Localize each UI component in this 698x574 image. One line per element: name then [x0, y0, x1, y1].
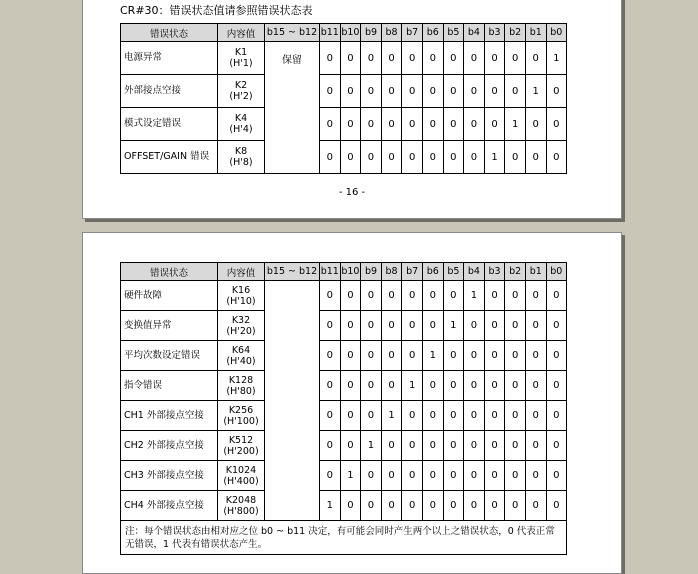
bit-cell: 0	[361, 491, 382, 521]
column-header: b15 ~ b12	[265, 263, 320, 281]
column-header: 错误状态	[121, 263, 218, 281]
bit-cell: 0	[402, 75, 423, 108]
error-name-cell: 模式设定错误	[121, 108, 218, 141]
column-header: b10	[340, 263, 361, 281]
table-row	[121, 42, 567, 75]
hex-value: (H'200)	[223, 445, 259, 457]
content-value-cell	[218, 491, 265, 521]
column-header: b0	[546, 24, 567, 42]
bit-cell: 0	[484, 491, 505, 521]
bit-cell: 0	[443, 491, 464, 521]
bit-cell: 1	[402, 371, 423, 401]
hex-value: (H'800)	[223, 505, 259, 517]
column-header: b5	[443, 24, 464, 42]
error-name-cell: 平均次数设定错误	[121, 341, 218, 371]
table-row	[121, 281, 567, 311]
bit-cell: 0	[443, 461, 464, 491]
k-value: K8	[234, 146, 248, 157]
bit-cell: 0	[505, 42, 526, 75]
bit-cell: 0	[340, 491, 361, 521]
column-header: b8	[381, 263, 402, 281]
table-row	[121, 141, 567, 174]
column-header: b6	[422, 263, 443, 281]
hex-value: (H'2)	[229, 91, 253, 102]
error-name-cell: 指令错误	[121, 371, 218, 401]
error-name-cell: 硬件故障	[121, 281, 218, 311]
bit-cell: 0	[546, 491, 567, 521]
bit-cell: 0	[525, 341, 546, 371]
table-row	[121, 401, 567, 431]
table-header-row	[121, 24, 567, 42]
column-header: b9	[361, 263, 382, 281]
bit-cell: 0	[381, 311, 402, 341]
content-value-cell	[218, 141, 265, 174]
bit-cell: 0	[340, 108, 361, 141]
bit-cell: 0	[340, 371, 361, 401]
bit-cell: 0	[340, 401, 361, 431]
document-page-17	[82, 232, 622, 574]
bit-cell: 0	[402, 401, 423, 431]
content-value-cell	[218, 341, 265, 371]
column-header: b6	[422, 24, 443, 42]
column-header: b0	[546, 263, 567, 281]
bit-cell: 0	[443, 281, 464, 311]
content-value-cell	[218, 108, 265, 141]
bit-cell: 0	[361, 108, 382, 141]
bit-cell: 0	[361, 341, 382, 371]
column-header: b7	[402, 263, 423, 281]
bit-cell: 0	[546, 341, 567, 371]
bit-cell: 0	[320, 371, 341, 401]
k-value: K64	[231, 344, 251, 356]
bit-cell: 0	[546, 311, 567, 341]
bit-cell: 0	[422, 401, 443, 431]
bit-cell: 0	[484, 281, 505, 311]
error-status-table-2	[120, 262, 567, 555]
table-row	[121, 491, 567, 521]
column-header: b3	[484, 263, 505, 281]
bit-cell: 0	[505, 401, 526, 431]
bit-cell: 0	[381, 341, 402, 371]
bit-cell: 0	[464, 141, 485, 174]
bit-cell: 0	[381, 281, 402, 311]
bit-cell: 0	[381, 141, 402, 174]
bit-cell: 0	[381, 75, 402, 108]
hex-value: (H'20)	[226, 325, 256, 337]
document-page-16	[82, 0, 622, 219]
bit-cell: 0	[464, 461, 485, 491]
bit-cell: 0	[422, 42, 443, 75]
error-name-cell: OFFSET/GAIN 错误	[121, 141, 218, 174]
bit-cell: 0	[464, 431, 485, 461]
k-value: K4	[234, 113, 248, 124]
bit-cell: 0	[422, 75, 443, 108]
bit-cell: 0	[443, 141, 464, 174]
content-value-cell	[218, 281, 265, 311]
bit-cell: 0	[320, 141, 341, 174]
content-value-cell	[218, 431, 265, 461]
bit-cell: 0	[525, 311, 546, 341]
error-name-cell: CH1 外部接点空接	[121, 401, 218, 431]
bit-cell: 0	[525, 108, 546, 141]
error-name-cell: CH4 外部接点空接	[121, 491, 218, 521]
bit-cell: 0	[381, 108, 402, 141]
bit-cell: 1	[320, 491, 341, 521]
bit-cell: 0	[484, 341, 505, 371]
bit-cell: 0	[422, 141, 443, 174]
bit-cell: 0	[525, 141, 546, 174]
table-note: 注：每个错误状态由相对应之位 b0 ~ b11 决定，有可能会同时产生两个以上之错误状态，0 代表正常无错误，1 代表有错误状态产生。	[121, 521, 567, 555]
bit-cell: 0	[320, 281, 341, 311]
bit-cell: 0	[381, 42, 402, 75]
cr30-heading: CR#30：错误状态值请参照错误状态表	[120, 4, 313, 17]
bit-cell: 1	[464, 281, 485, 311]
bit-cell: 0	[546, 461, 567, 491]
bit-cell: 0	[443, 341, 464, 371]
column-header: b4	[464, 24, 485, 42]
bit-cell: 0	[361, 371, 382, 401]
bit-cell: 0	[361, 401, 382, 431]
reserved-cell	[265, 281, 320, 521]
bit-cell: 0	[546, 141, 567, 174]
table-row	[121, 341, 567, 371]
column-header: b5	[443, 263, 464, 281]
k-value: K16	[231, 284, 251, 296]
bit-cell: 0	[546, 371, 567, 401]
hex-value: (H'400)	[223, 475, 259, 487]
bit-cell: 0	[505, 341, 526, 371]
bit-cell: 0	[525, 461, 546, 491]
bit-cell: 0	[320, 108, 341, 141]
bit-cell: 1	[546, 42, 567, 75]
column-header: 内容值	[218, 24, 265, 42]
bit-cell: 0	[484, 431, 505, 461]
bit-cell: 0	[546, 108, 567, 141]
bit-cell: 0	[361, 42, 382, 75]
column-header: b1	[525, 263, 546, 281]
bit-cell: 0	[320, 401, 341, 431]
bit-cell: 0	[361, 461, 382, 491]
bit-cell: 0	[546, 431, 567, 461]
column-header: b4	[464, 263, 485, 281]
bit-cell: 0	[464, 341, 485, 371]
bit-cell: 0	[402, 42, 423, 75]
column-header: b3	[484, 24, 505, 42]
k-value: K32	[231, 314, 251, 326]
bit-cell: 0	[525, 491, 546, 521]
bit-cell: 0	[320, 75, 341, 108]
bit-cell: 0	[381, 461, 402, 491]
bit-cell: 0	[464, 401, 485, 431]
column-header: b11	[320, 24, 341, 42]
bit-cell: 0	[402, 431, 423, 461]
column-header: b10	[340, 24, 361, 42]
bit-cell: 0	[525, 431, 546, 461]
bit-cell: 0	[546, 75, 567, 108]
bit-cell: 0	[320, 431, 341, 461]
bit-cell: 1	[484, 141, 505, 174]
bit-cell: 0	[546, 281, 567, 311]
bit-cell: 0	[525, 371, 546, 401]
bit-cell: 0	[464, 75, 485, 108]
error-name-cell: 电源异常	[121, 42, 218, 75]
bit-cell: 0	[422, 311, 443, 341]
k-value: K128	[228, 374, 254, 386]
bit-cell: 0	[422, 491, 443, 521]
content-value-cell	[218, 401, 265, 431]
hex-value: (H'100)	[223, 415, 259, 427]
bit-cell: 0	[381, 371, 402, 401]
hex-value: (H'1)	[229, 58, 253, 69]
k-value: K2048	[225, 494, 257, 506]
column-header: b1	[525, 24, 546, 42]
bit-cell: 1	[381, 401, 402, 431]
error-status-table-1	[120, 23, 567, 174]
bit-cell: 1	[505, 108, 526, 141]
content-value-cell	[218, 75, 265, 108]
bit-cell: 0	[484, 461, 505, 491]
hex-value: (H'80)	[226, 385, 256, 397]
column-header: 内容值	[218, 263, 265, 281]
bit-cell: 1	[525, 75, 546, 108]
bit-cell: 0	[361, 75, 382, 108]
bit-cell: 0	[361, 311, 382, 341]
bit-cell: 0	[340, 431, 361, 461]
table-row	[121, 371, 567, 401]
bit-cell: 1	[361, 431, 382, 461]
k-value: K256	[228, 404, 254, 416]
table-row	[121, 311, 567, 341]
bit-cell: 0	[505, 75, 526, 108]
table-header-row	[121, 263, 567, 281]
error-name-cell: 变换值异常	[121, 311, 218, 341]
bit-cell: 0	[402, 461, 423, 491]
bit-cell: 0	[381, 491, 402, 521]
k-value: K2	[234, 80, 248, 91]
bit-cell: 0	[484, 108, 505, 141]
bit-cell: 0	[484, 371, 505, 401]
bit-cell: 0	[505, 491, 526, 521]
k-value: K1	[234, 47, 248, 58]
bit-cell: 0	[443, 108, 464, 141]
table-row	[121, 75, 567, 108]
bit-cell: 0	[505, 371, 526, 401]
bit-cell: 0	[484, 42, 505, 75]
bit-cell: 0	[464, 108, 485, 141]
column-header: b2	[505, 24, 526, 42]
bit-cell: 0	[422, 108, 443, 141]
hex-value: (H'40)	[226, 355, 256, 367]
bit-cell: 0	[443, 371, 464, 401]
bit-cell: 0	[340, 42, 361, 75]
bit-cell: 0	[402, 491, 423, 521]
page-number: - 16 -	[338, 187, 366, 198]
bit-cell: 0	[361, 281, 382, 311]
bit-cell: 0	[422, 461, 443, 491]
bit-cell: 1	[422, 341, 443, 371]
bit-cell: 0	[484, 75, 505, 108]
bit-cell: 0	[361, 141, 382, 174]
bit-cell: 0	[525, 281, 546, 311]
k-value: K1024	[225, 464, 257, 476]
bit-cell: 0	[340, 341, 361, 371]
column-header: b15 ~ b12	[265, 24, 320, 42]
table-row	[121, 431, 567, 461]
content-value-cell	[218, 42, 265, 75]
column-header: b8	[381, 24, 402, 42]
bit-cell: 0	[402, 311, 423, 341]
k-value: K512	[228, 434, 254, 446]
bit-cell: 0	[320, 461, 341, 491]
column-header: b9	[361, 24, 382, 42]
bit-cell: 0	[525, 42, 546, 75]
bit-cell: 0	[505, 431, 526, 461]
bit-cell: 0	[464, 371, 485, 401]
bit-cell: 0	[443, 42, 464, 75]
hex-value: (H'4)	[229, 124, 253, 135]
bit-cell: 0	[320, 42, 341, 75]
bit-cell: 0	[422, 431, 443, 461]
error-name-cell: CH3 外部接点空接	[121, 461, 218, 491]
bit-cell: 0	[422, 371, 443, 401]
note-row	[121, 521, 567, 555]
column-header: b11	[320, 263, 341, 281]
column-header: b2	[505, 263, 526, 281]
bit-cell: 0	[320, 341, 341, 371]
bit-cell: 0	[340, 141, 361, 174]
table-row	[121, 461, 567, 491]
column-header: b7	[402, 24, 423, 42]
bit-cell: 0	[402, 141, 423, 174]
bit-cell: 0	[340, 311, 361, 341]
table-row	[121, 108, 567, 141]
reserved-cell: 保留	[265, 42, 320, 174]
error-name-cell: CH2 外部接点空接	[121, 431, 218, 461]
bit-cell: 0	[443, 401, 464, 431]
error-name-cell: 外部接点空接	[121, 75, 218, 108]
bit-cell: 1	[340, 461, 361, 491]
bit-cell: 0	[505, 461, 526, 491]
bit-cell: 0	[484, 401, 505, 431]
bit-cell: 0	[505, 311, 526, 341]
bit-cell: 0	[443, 431, 464, 461]
content-value-cell	[218, 311, 265, 341]
bit-cell: 0	[402, 108, 423, 141]
hex-value: (H'10)	[226, 295, 256, 307]
bit-cell: 1	[443, 311, 464, 341]
bit-cell: 0	[402, 341, 423, 371]
bit-cell: 0	[546, 401, 567, 431]
bit-cell: 0	[320, 311, 341, 341]
content-value-cell	[218, 461, 265, 491]
bit-cell: 0	[505, 141, 526, 174]
bit-cell: 0	[422, 281, 443, 311]
bit-cell: 0	[525, 401, 546, 431]
hex-value: (H'8)	[229, 157, 253, 168]
bit-cell: 0	[464, 311, 485, 341]
bit-cell: 0	[464, 42, 485, 75]
bit-cell: 0	[505, 281, 526, 311]
content-value-cell	[218, 371, 265, 401]
bit-cell: 0	[443, 75, 464, 108]
bit-cell: 0	[464, 491, 485, 521]
bit-cell: 0	[484, 311, 505, 341]
bit-cell: 0	[340, 75, 361, 108]
bit-cell: 0	[402, 281, 423, 311]
column-header: 错误状态	[121, 24, 218, 42]
bit-cell: 0	[381, 431, 402, 461]
bit-cell: 0	[340, 281, 361, 311]
